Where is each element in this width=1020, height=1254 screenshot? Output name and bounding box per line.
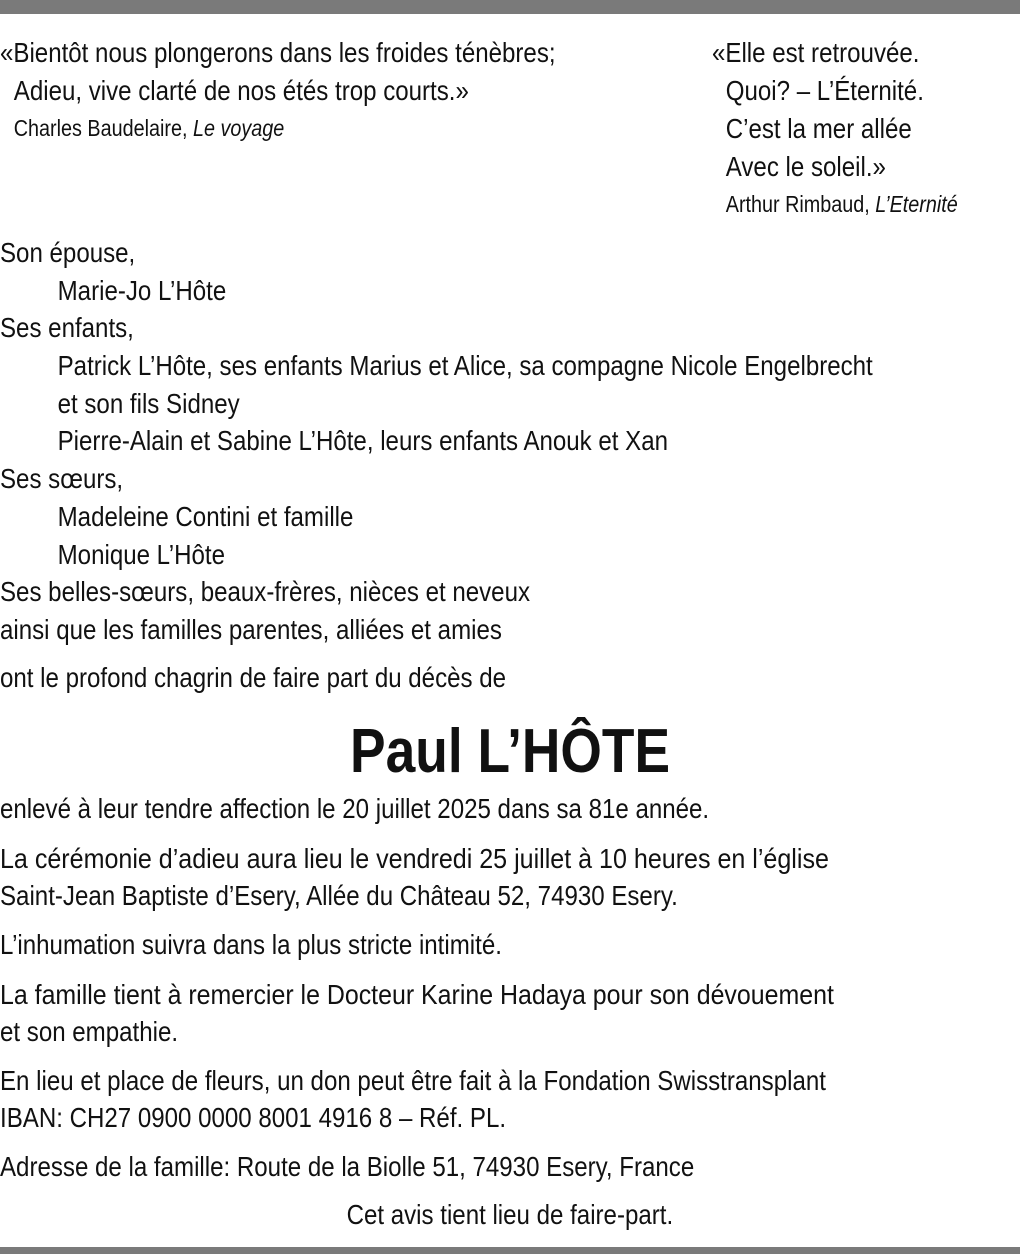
paragraph-line: IBAN: CH27 0900 0000 8001 4916 8 – Réf. PL. — [0, 1102, 507, 1133]
quote-line: Avec le soleil.» — [725, 151, 886, 182]
family-list — [0, 234, 1020, 649]
family-member: Marie-Jo L’Hôte — [57, 274, 227, 306]
paragraph-line: La famille tient à remercier le Docteur Karine Hadaya pour son dévouement — [0, 979, 834, 1010]
paragraph-line: En lieu et place de fleurs, un don peut être fait à la Fondation Swisstransplant — [0, 1065, 826, 1096]
quote-line: Adieu, vive clarté de nos étés trop courts.» — [13, 75, 469, 106]
quote-work-title: Le voyage — [192, 115, 285, 141]
paragraph-line: La cérémonie d’adieu aura lieu le vendredi 25 juillet à 10 heures en l’église — [0, 843, 829, 874]
paragraph-thanks — [0, 976, 1020, 1050]
paragraph-ceremony — [0, 840, 1020, 914]
deceased-name-text: Paul L’HÔTE — [350, 717, 670, 786]
top-border-rule — [0, 0, 1020, 14]
quote-line: Quoi? – L’Éternité. — [725, 75, 924, 106]
deceased-name — [0, 712, 1020, 792]
paragraph-line: L’inhumation suivra dans la plus stricte intimité. — [0, 929, 502, 960]
bottom-border-rule — [0, 1247, 1020, 1254]
family-member: Patrick L’Hôte, ses enfants Marius et Alice, sa compagne Nicole Engelbrecht — [57, 350, 873, 382]
quote-line: «Elle est retrouvée. — [712, 37, 920, 68]
baudelaire-quote — [0, 34, 700, 146]
rimbaud-quote — [712, 34, 1020, 222]
quote-author: Arthur Rimbaud, — [725, 191, 876, 217]
quote-line: «Bientôt nous plongerons dans les froides ténèbres; — [0, 37, 556, 68]
closing-note — [0, 1196, 1020, 1234]
paragraph-donation — [0, 1062, 1020, 1136]
paragraph-address — [0, 1148, 1020, 1185]
family-member: Pierre-Alain et Sabine L’Hôte, leurs enfants Anouk et Xan — [57, 425, 669, 457]
family-member: Monique L’Hôte — [57, 538, 225, 570]
quote-line: C’est la mer allée — [725, 113, 912, 144]
closing-note-text: Cet avis tient lieu de faire-part. — [346, 1199, 674, 1230]
family-heading: Son épouse, — [0, 237, 136, 268]
quote-attribution — [0, 110, 602, 146]
announcement-text: ont le profond chagrin de faire part du décès de — [0, 662, 507, 693]
quote-work-title: L’Eternité — [875, 191, 958, 217]
family-heading: ainsi que les familles parentes, alliées et amies — [0, 613, 502, 645]
paragraph-line: Adresse de la famille: Route de la Biolle 51, 74930 Esery, France — [0, 1151, 695, 1182]
paragraph-age — [0, 790, 1020, 827]
family-member: et son fils Sidney — [57, 387, 240, 419]
paragraph-line: Saint-Jean Baptiste d’Esery, Allée du Château 52, 74930 Esery. — [0, 880, 678, 911]
family-heading: Ses belles-sœurs, beaux-frères, nièces et neveux — [0, 576, 531, 608]
paragraph-burial — [0, 926, 1020, 963]
paragraph-line: enlevé à leur tendre affection le 20 juillet 2025 dans sa 81e année. — [0, 793, 710, 824]
family-member: Madeleine Contini et famille — [57, 500, 354, 532]
quote-author: Charles Baudelaire, — [13, 115, 193, 141]
paragraph-line: et son empathie. — [0, 1016, 179, 1047]
quote-attribution — [712, 186, 977, 222]
family-heading: Ses enfants, — [0, 312, 134, 344]
family-heading: Ses sœurs, — [0, 463, 124, 495]
